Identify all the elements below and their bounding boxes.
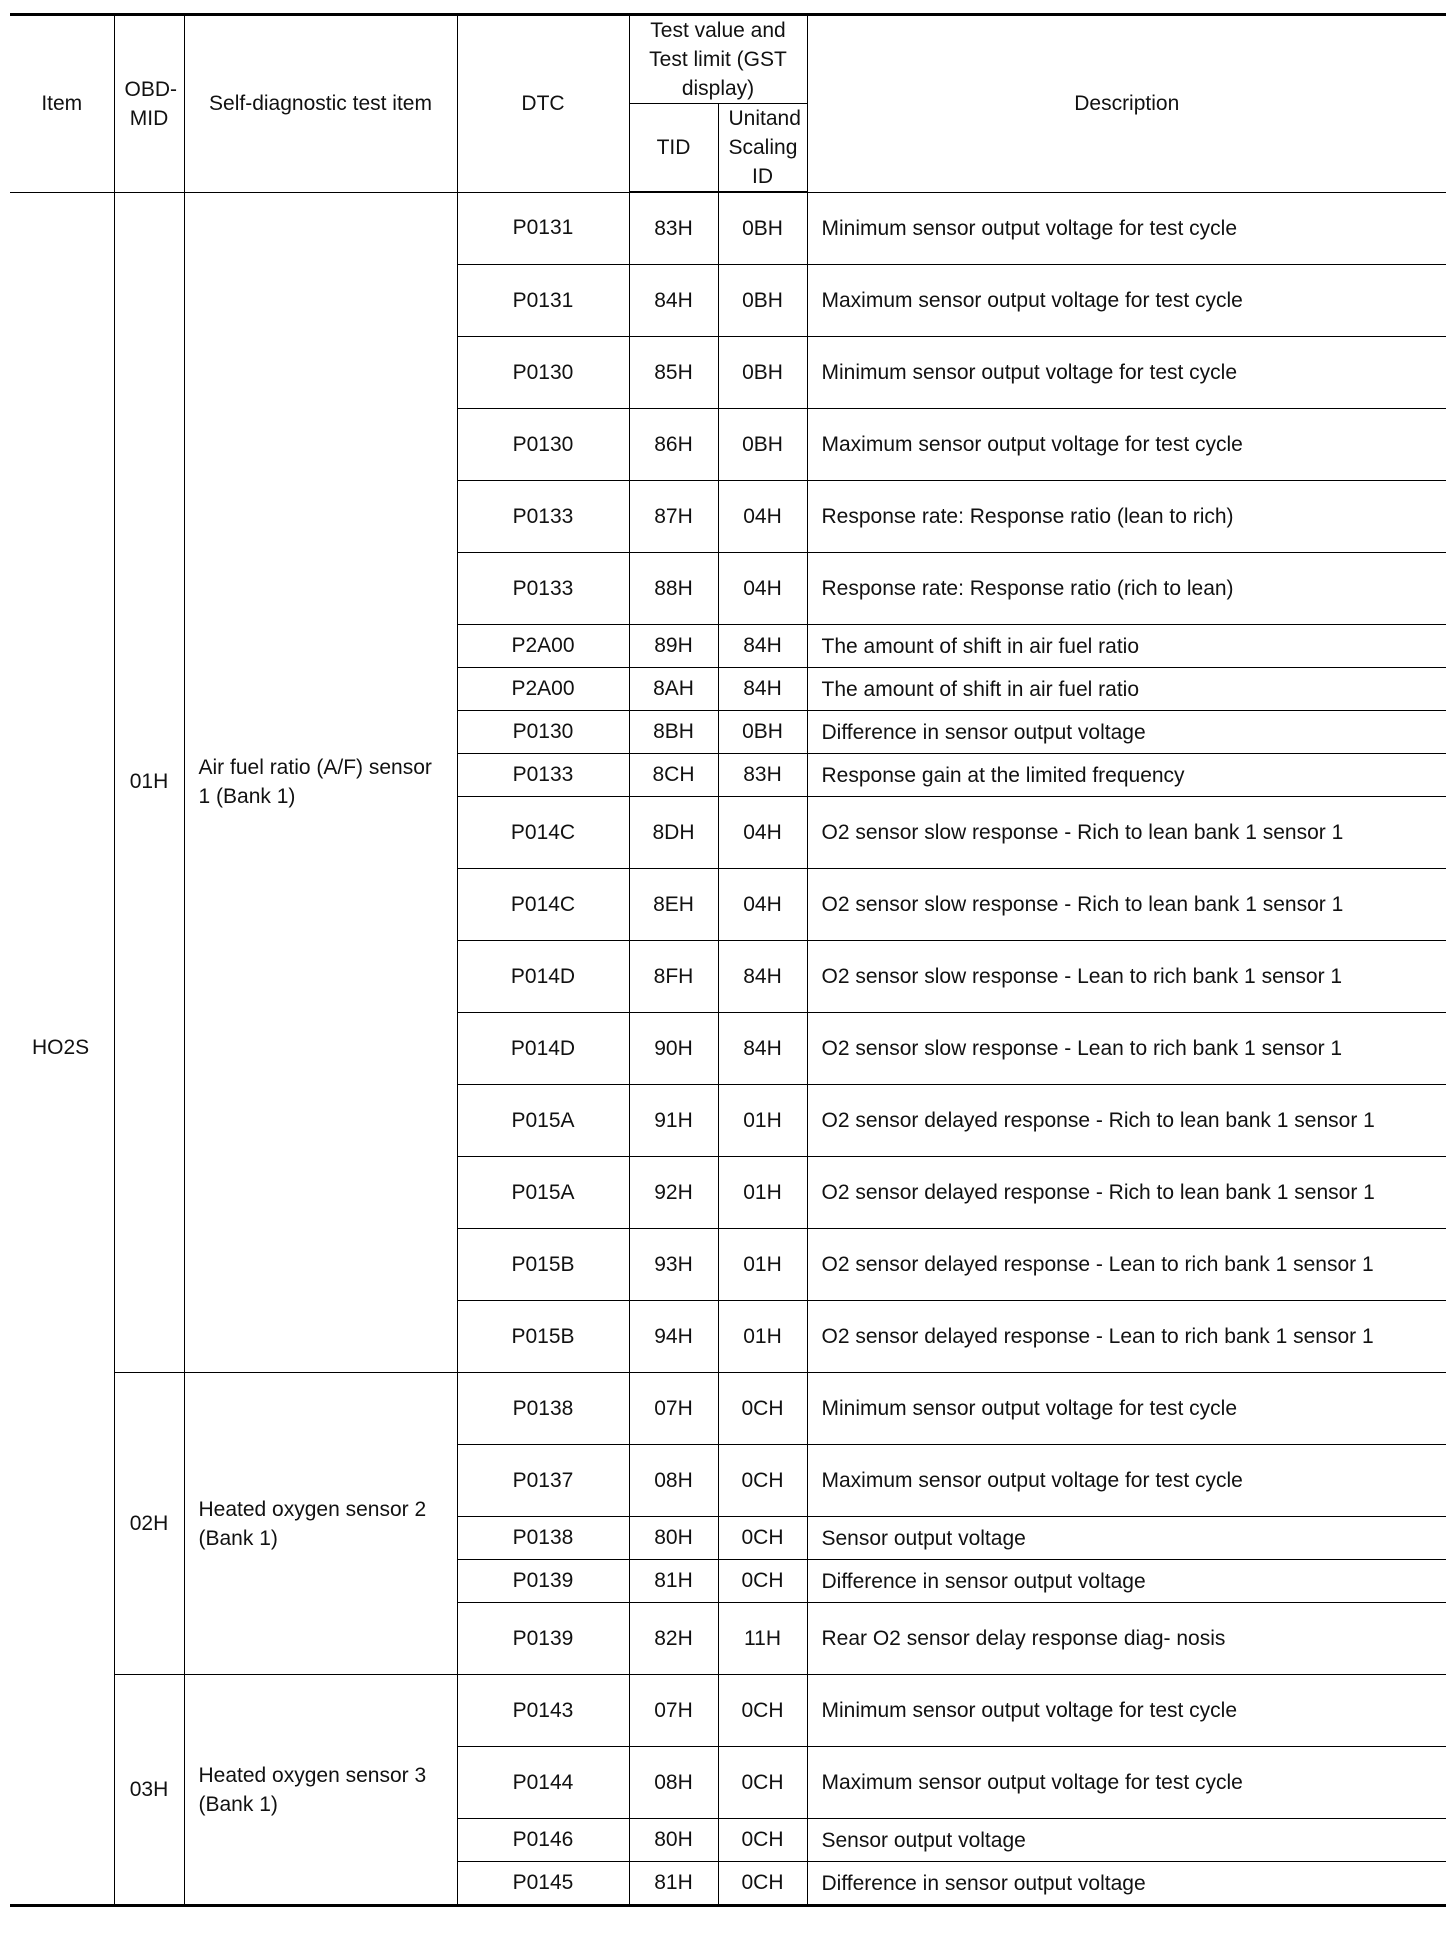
- description-cell: O2 sensor delayed response - Rich to lean bank 1 sensor 1: [807, 1157, 1446, 1229]
- description-cell: Minimum sensor output voltage for test cycle: [807, 337, 1446, 409]
- dtc-cell: P0138: [457, 1373, 629, 1445]
- unit-scaling-id-cell: 01H: [718, 1301, 807, 1373]
- unit-scaling-id-cell: 0CH: [718, 1445, 807, 1517]
- unit-scaling-id-cell: 01H: [718, 1085, 807, 1157]
- dtc-cell: P0144: [457, 1747, 629, 1819]
- obd-mid-cell: 03H: [114, 1675, 184, 1906]
- unit-scaling-id-cell: 84H: [718, 941, 807, 1013]
- description-cell: Sensor output voltage: [807, 1517, 1446, 1560]
- unit-scaling-id-cell: 04H: [718, 797, 807, 869]
- description-cell: Difference in sensor output voltage: [807, 1862, 1446, 1906]
- unit-scaling-id-cell: 0BH: [718, 409, 807, 481]
- dtc-cell: P2A00: [457, 668, 629, 711]
- unit-scaling-id-cell: 0CH: [718, 1517, 807, 1560]
- dtc-cell: P0145: [457, 1862, 629, 1906]
- description-cell: The amount of shift in air fuel ratio: [807, 668, 1446, 711]
- tid-cell: 07H: [629, 1373, 718, 1445]
- unit-scaling-id-cell: 0CH: [718, 1675, 807, 1747]
- header-item: Item: [10, 15, 114, 193]
- tid-cell: 08H: [629, 1445, 718, 1517]
- tid-cell: 8CH: [629, 754, 718, 797]
- unit-scaling-id-cell: 0BH: [718, 337, 807, 409]
- tid-cell: 83H: [629, 192, 718, 265]
- dtc-cell: P015B: [457, 1301, 629, 1373]
- dtc-cell: P0146: [457, 1819, 629, 1862]
- tid-cell: 93H: [629, 1229, 718, 1301]
- self-diagnostic-test-item-cell: Heated oxygen sensor 2 (Bank 1): [184, 1373, 457, 1675]
- self-diagnostic-test-item-cell: Heated oxygen sensor 3 (Bank 1): [184, 1675, 457, 1906]
- description-cell: Response rate: Response ratio (lean to rich): [807, 481, 1446, 553]
- header-obd-mid: OBD-MID: [114, 15, 184, 193]
- obd-mid-cell: 01H: [114, 192, 184, 1373]
- unit-scaling-id-cell: 0CH: [718, 1819, 807, 1862]
- tid-cell: 8DH: [629, 797, 718, 869]
- table-row: [10, 1675, 1446, 1747]
- tid-cell: 90H: [629, 1013, 718, 1085]
- dtc-cell: P0133: [457, 481, 629, 553]
- tid-cell: 86H: [629, 409, 718, 481]
- header-description: Description: [807, 15, 1446, 193]
- unit-scaling-id-cell: 04H: [718, 481, 807, 553]
- dtc-cell: P0130: [457, 711, 629, 754]
- dtc-cell: P015A: [457, 1085, 629, 1157]
- tid-cell: 89H: [629, 625, 718, 668]
- unit-scaling-id-cell: 0CH: [718, 1560, 807, 1603]
- table-row: [10, 1373, 1446, 1445]
- dtc-cell: P015B: [457, 1229, 629, 1301]
- description-cell: Rear O2 sensor delay response diag- nosis: [807, 1603, 1446, 1675]
- dtc-cell: P0138: [457, 1517, 629, 1560]
- obd-test-table: [10, 13, 1446, 1907]
- description-cell: Maximum sensor output voltage for test cycle: [807, 265, 1446, 337]
- dtc-cell: P0131: [457, 192, 629, 265]
- tid-cell: 92H: [629, 1157, 718, 1229]
- unit-scaling-id-cell: 0BH: [718, 265, 807, 337]
- header-self-diagnostic-test-item: Self-diagnostic test item: [184, 15, 457, 193]
- description-cell: Maximum sensor output voltage for test cycle: [807, 1747, 1446, 1819]
- unit-scaling-id-cell: 0CH: [718, 1373, 807, 1445]
- description-cell: O2 sensor delayed response - Lean to rich bank 1 sensor 1: [807, 1301, 1446, 1373]
- unit-scaling-id-cell: 0BH: [718, 711, 807, 754]
- tid-cell: 81H: [629, 1560, 718, 1603]
- tid-cell: 80H: [629, 1819, 718, 1862]
- description-cell: The amount of shift in air fuel ratio: [807, 625, 1446, 668]
- tid-cell: 8FH: [629, 941, 718, 1013]
- table-header: [10, 15, 1446, 193]
- unit-scaling-id-cell: 11H: [718, 1603, 807, 1675]
- tid-cell: 8AH: [629, 668, 718, 711]
- unit-scaling-id-cell: 84H: [718, 625, 807, 668]
- tid-cell: 85H: [629, 337, 718, 409]
- header-tid: TID: [629, 104, 718, 193]
- description-cell: O2 sensor delayed response - Rich to lean bank 1 sensor 1: [807, 1085, 1446, 1157]
- description-cell: O2 sensor slow response - Rich to lean bank 1 sensor 1: [807, 869, 1446, 941]
- tid-cell: 88H: [629, 553, 718, 625]
- dtc-cell: P0133: [457, 553, 629, 625]
- tid-cell: 82H: [629, 1603, 718, 1675]
- tid-cell: 80H: [629, 1517, 718, 1560]
- dtc-cell: P0130: [457, 337, 629, 409]
- dtc-cell: P0130: [457, 409, 629, 481]
- unit-scaling-id-cell: 01H: [718, 1157, 807, 1229]
- dtc-cell: P014D: [457, 1013, 629, 1085]
- dtc-cell: P014D: [457, 941, 629, 1013]
- table-row: [10, 192, 1446, 265]
- description-cell: Response rate: Response ratio (rich to lean): [807, 553, 1446, 625]
- tid-cell: 84H: [629, 265, 718, 337]
- description-cell: O2 sensor slow response - Lean to rich bank 1 sensor 1: [807, 1013, 1446, 1085]
- description-cell: Minimum sensor output voltage for test cycle: [807, 1675, 1446, 1747]
- tid-cell: 94H: [629, 1301, 718, 1373]
- dtc-cell: P014C: [457, 869, 629, 941]
- unit-scaling-id-cell: 04H: [718, 869, 807, 941]
- dtc-cell: P0143: [457, 1675, 629, 1747]
- description-cell: O2 sensor slow response - Rich to lean bank 1 sensor 1: [807, 797, 1446, 869]
- dtc-cell: P0131: [457, 265, 629, 337]
- unit-scaling-id-cell: 83H: [718, 754, 807, 797]
- dtc-cell: P0137: [457, 1445, 629, 1517]
- document-page: [10, 13, 1446, 1907]
- description-cell: Minimum sensor output voltage for test cycle: [807, 192, 1446, 265]
- self-diagnostic-test-item-cell: Air fuel ratio (A/F) sensor 1 (Bank 1): [184, 192, 457, 1373]
- dtc-cell: P0139: [457, 1603, 629, 1675]
- header-unit-scaling-id: Unitand Scaling ID: [718, 104, 807, 193]
- tid-cell: 8EH: [629, 869, 718, 941]
- description-cell: Sensor output voltage: [807, 1819, 1446, 1862]
- dtc-cell: P2A00: [457, 625, 629, 668]
- unit-scaling-id-cell: 01H: [718, 1229, 807, 1301]
- tid-cell: 8BH: [629, 711, 718, 754]
- description-cell: Difference in sensor output voltage: [807, 711, 1446, 754]
- unit-scaling-id-cell: 04H: [718, 553, 807, 625]
- unit-scaling-id-cell: 0CH: [718, 1862, 807, 1906]
- description-cell: Maximum sensor output voltage for test cycle: [807, 409, 1446, 481]
- dtc-cell: P015A: [457, 1157, 629, 1229]
- tid-cell: 87H: [629, 481, 718, 553]
- tid-cell: 81H: [629, 1862, 718, 1906]
- unit-scaling-id-cell: 0BH: [718, 192, 807, 265]
- dtc-cell: P0139: [457, 1560, 629, 1603]
- description-cell: Response gain at the limited frequency: [807, 754, 1446, 797]
- tid-cell: 08H: [629, 1747, 718, 1819]
- dtc-cell: P0133: [457, 754, 629, 797]
- unit-scaling-id-cell: 0CH: [718, 1747, 807, 1819]
- description-cell: Maximum sensor output voltage for test cycle: [807, 1445, 1446, 1517]
- tid-cell: 91H: [629, 1085, 718, 1157]
- description-cell: Difference in sensor output voltage: [807, 1560, 1446, 1603]
- description-cell: O2 sensor delayed response - Lean to rich bank 1 sensor 1: [807, 1229, 1446, 1301]
- unit-scaling-id-cell: 84H: [718, 1013, 807, 1085]
- header-test-value-limit: Test value and Test limit (GST display): [629, 15, 807, 104]
- table-body: [10, 192, 1446, 1906]
- dtc-cell: P014C: [457, 797, 629, 869]
- tid-cell: 07H: [629, 1675, 718, 1747]
- item-cell: HO2S: [10, 192, 114, 1906]
- description-cell: O2 sensor slow response - Lean to rich bank 1 sensor 1: [807, 941, 1446, 1013]
- obd-mid-cell: 02H: [114, 1373, 184, 1675]
- unit-scaling-id-cell: 84H: [718, 668, 807, 711]
- description-cell: Minimum sensor output voltage for test cycle: [807, 1373, 1446, 1445]
- header-dtc: DTC: [457, 15, 629, 193]
